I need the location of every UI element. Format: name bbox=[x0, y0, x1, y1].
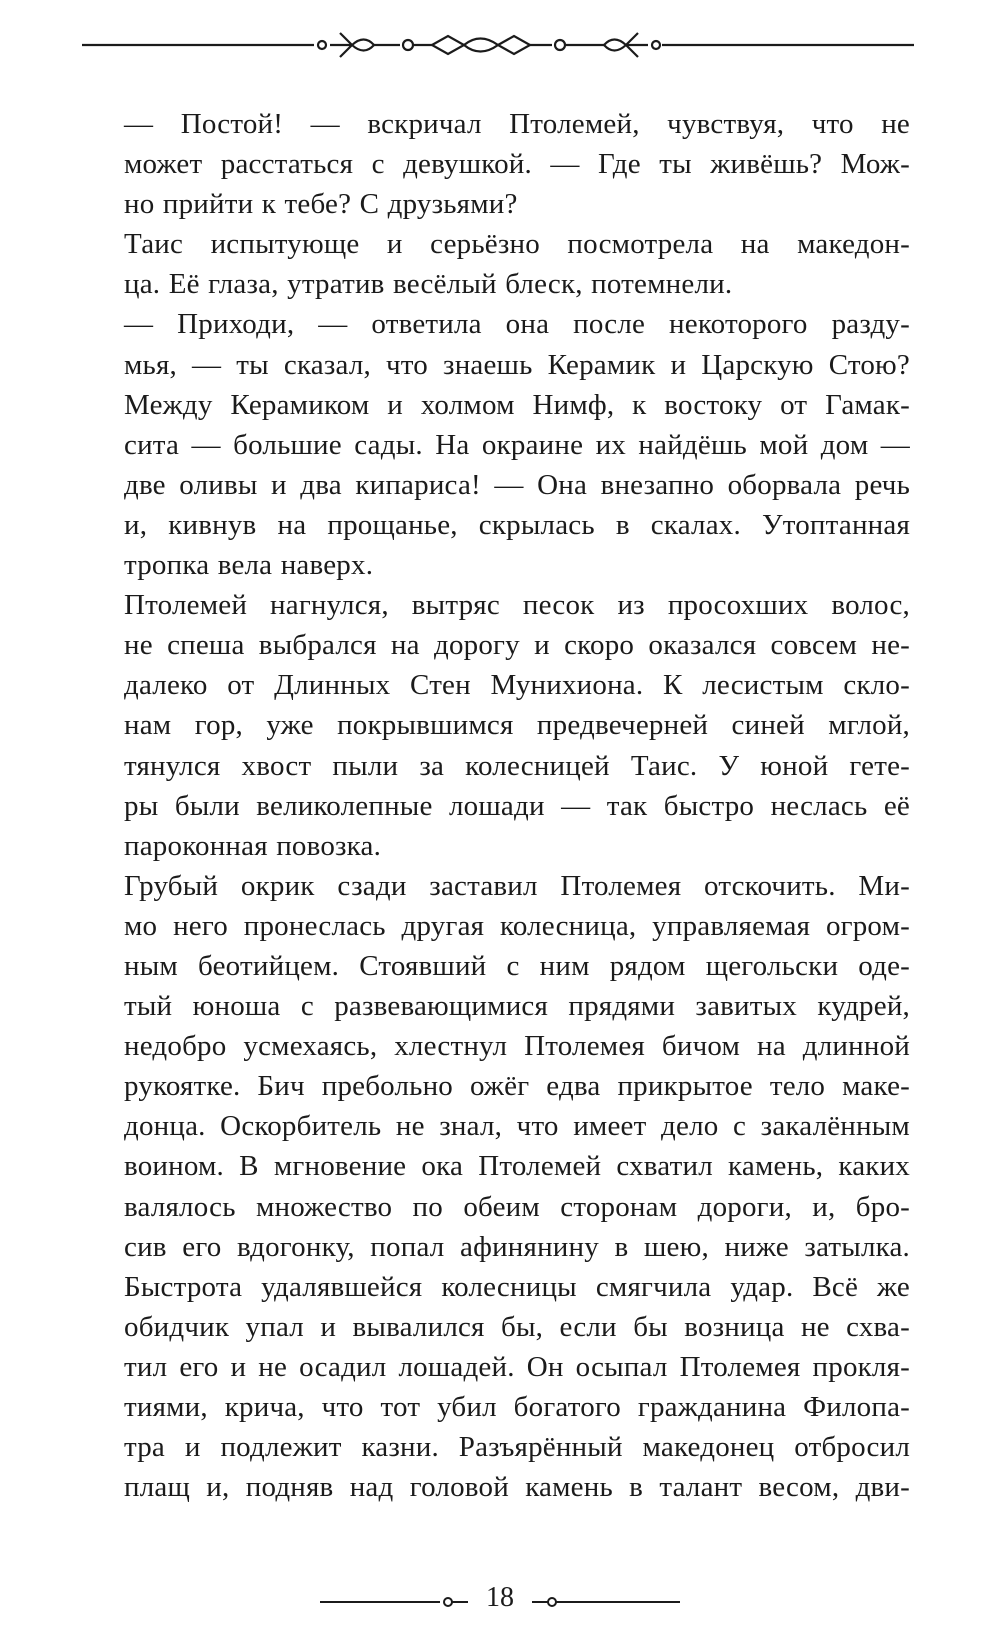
text-line: воином. В мгновение ока Птолемей схватил камень, каких bbox=[124, 1150, 910, 1183]
text-line: не спеша выбрался на дорогу и скоро оказался совсем не- bbox=[124, 629, 910, 662]
text-line: недобро усмехаясь, хлестнул Птолемея бичом на длинной bbox=[124, 1030, 910, 1063]
text-line: ным беотийцем. Стоявший с ним рядом щегольски оде- bbox=[124, 949, 910, 982]
text-line: тиями, крича, что тот убил богатого гражданина Филопа- bbox=[124, 1391, 910, 1423]
text-line: нам гор, уже покрывшимся предвечерней синей мглой, bbox=[124, 709, 910, 742]
text-line: донца. Оскорбитель не знал, что имеет дело с закалённым bbox=[124, 1110, 910, 1143]
text-line: рукоятке. Бич пребольно ожёг едва прикрытое тело маке- bbox=[124, 1070, 910, 1103]
text-line: и, кивнув на прощанье, скрылась в скалах. Утоптанная bbox=[124, 508, 910, 541]
paragraph-5 bbox=[84, 866, 910, 1508]
paragraph-3 bbox=[84, 304, 910, 585]
text-line: Грубый окрик сзади заставил Птолемея отскочить. Ми- bbox=[124, 869, 910, 902]
text-line: тра и подлежит казни. Разъярённый македонец отбросил bbox=[124, 1431, 910, 1464]
text-line: Между Керамиком и холмом Нимф, к востоку от Гамак- bbox=[124, 388, 910, 421]
text-line: мья, — ты сказал, что знаешь Керамик и Царскую Стою? bbox=[124, 348, 910, 381]
text-line: сив его вдогонку, попал афинянину в шею, ниже затылка. bbox=[124, 1230, 910, 1263]
text-line: тый юноша с развевающимися прядями завитых кудрей, bbox=[124, 990, 910, 1023]
text-line: мо него пронеслась другая колесница, управляемая огром- bbox=[124, 909, 910, 942]
text-line: обидчик упал и вывалился бы, если бы возница не схва- bbox=[124, 1310, 910, 1343]
text-line: две оливы и два кипариса! — Она внезапно оборвала речь bbox=[124, 468, 910, 501]
text-line: плащ и, подняв над головой камень в талант весом, дви- bbox=[124, 1471, 910, 1504]
paragraph-1 bbox=[84, 104, 910, 224]
text-line: может расстаться с девушкой. — Где ты живёшь? Мож- bbox=[124, 148, 910, 181]
paragraph-4 bbox=[84, 585, 910, 866]
text-line: сита — большие сады. На окраине их найдёшь мой дом — bbox=[124, 428, 910, 461]
text-line: Птолемей нагнулся, вытряс песок из просохших волос, bbox=[124, 589, 910, 622]
text-line: Таис испытующе и серьёзно посмотрела на македон- bbox=[124, 228, 910, 261]
text-line: тропка вела наверх. bbox=[124, 549, 374, 582]
text-line: тил его и не осадил лошадей. Он осыпал Птолемея прокля- bbox=[124, 1350, 910, 1383]
page-body bbox=[84, 104, 910, 1507]
text-line: далеко от Длинных Стен Мунихиона. К лесистым скло- bbox=[124, 669, 910, 702]
text-line: Быстрота удалявшейся колесницы смягчила удар. Всё же bbox=[124, 1270, 910, 1303]
page-number: 18 bbox=[486, 1582, 514, 1613]
text-line: — Приходи, — ответила она после некоторого разду- bbox=[124, 308, 910, 341]
text-line: но прийти к тебе? С друзьями? bbox=[124, 188, 518, 221]
text-line: валялось множество по обеим сторонам дороги, и, бро- bbox=[124, 1190, 910, 1223]
text-line: ца. Её глаза, утратив весёлый блеск, потемнели. bbox=[124, 268, 733, 301]
text-line: тянулся хвост пыли за колесницей Таис. У юной гете- bbox=[124, 749, 910, 782]
header-ornament bbox=[82, 28, 914, 64]
text-line: — Постой! — вскричал Птолемей, чувствуя, что не bbox=[124, 108, 910, 140]
text-line: ры были великолепные лошади — так быстро неслась её bbox=[124, 789, 910, 822]
text-line: пароконная повозка. bbox=[124, 829, 382, 862]
page-footer bbox=[320, 1580, 680, 1616]
paragraph-2 bbox=[84, 224, 910, 304]
